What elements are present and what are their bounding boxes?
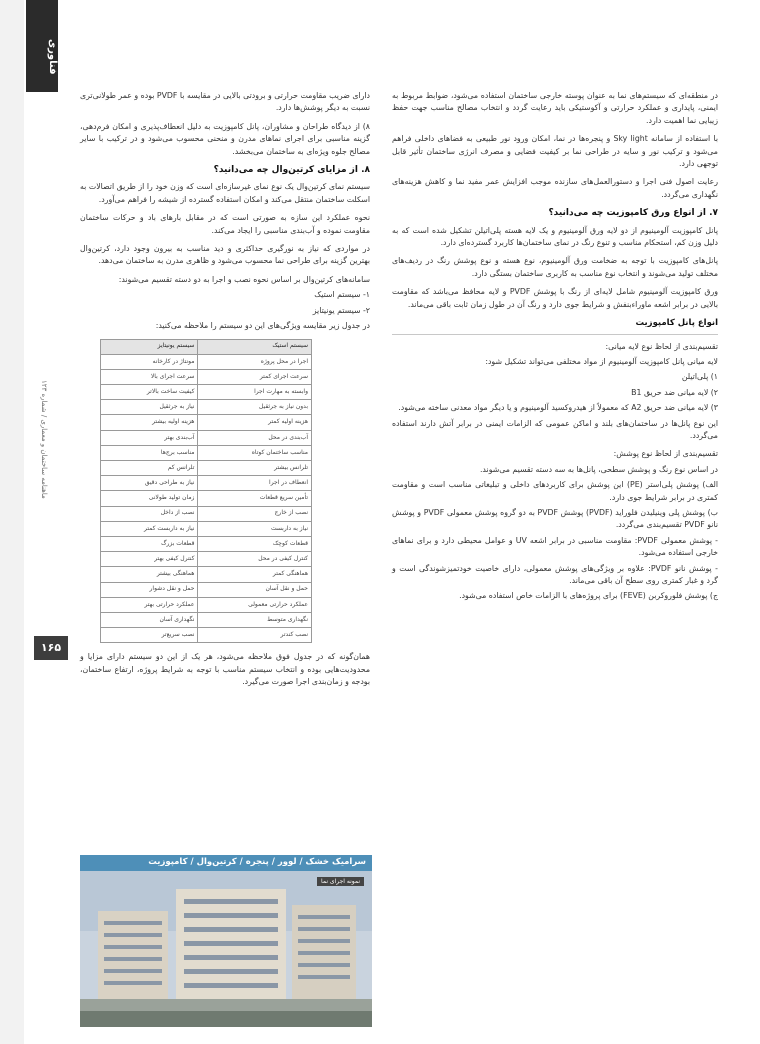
comparison-table [100,339,312,644]
table-cell: نصب کندتر [198,628,312,643]
table-cell: کنترل کیفی بهتر [101,552,198,567]
table-cell: کیفیت ساخت بالاتر [101,385,198,400]
table-row [101,582,312,597]
table-row [101,354,312,369]
divider [392,334,718,335]
table-cell: سرعت اجرای کمتر [198,369,312,384]
table-cell: عملکرد حرارتی بهتر [101,597,198,612]
section-heading: ۷. از انواع ورق کامپوزیت چه می‌دانید؟ [548,208,718,219]
table-cell: نصب از خارج [198,506,312,521]
table-cell: نیاز به داربست [198,521,312,536]
left-margin-strip [0,0,24,1044]
table-row [101,369,312,384]
paragraph: در مواردی که نیاز به نورگیری حداکثری و دید مناسب به بیرون وجود دارد، کرتین‌وال بهترین گزینه برای طراحی نما محسوب می‌شود و ظاهری مدرن به ساختمان می‌دهد. [80,244,370,266]
table-row [101,521,312,536]
section-heading: ۸. از مزایای کرتین‌وال چه می‌دانید؟ [213,165,370,176]
table-cell: سرعت اجرای بالا [101,369,198,384]
table-cell: هماهنگی بیشتر [101,567,198,582]
table-cell: قطعات کوچک [198,536,312,551]
table-cell: زمان تولید طولانی [101,491,198,506]
table-cell: اجرا در محل پروژه [198,354,312,369]
photo-label: نمونه اجرای نما [317,877,364,886]
paragraph: با استفاده از سامانه Sky light و پنجره‌ها در نما، امکان ورود نور طبیعی به فضاهای داخلی فراهم می‌شود و ترکیب نور و سایه در طراحی نما بر کیفیت فضایی و مصرف انرژی ساختمان تأثیر قابل توجهی دارد. [392,134,719,169]
list-item: ۳) لایه میانی ضد حریق A2 که معمولاً از هیدروکسید آلومینیوم و یا دیگر مواد معدنی ساخته می‌شود. [398,403,718,413]
right-column [392,90,718,606]
table-cell: هماهنگی کمتر [198,567,312,582]
paragraph: رعایت اصول فنی اجرا و دستورالعمل‌های سازنده موجب افزایش عمر مفید نما و کاهش هزینه‌های نگهداری می‌گردد. [392,177,718,199]
table-cell: نصب سریع‌تر [101,628,198,643]
paragraph: ب) پوشش پلی وینیلیدن فلوراید (PVDF) پوشش PVDF به دو گروه پوشش معمولی PVDF و پوشش نانو PVDF تقسیم‌بندی می‌گردد. [392,507,718,530]
table-row [101,476,312,491]
building-illustration [80,871,372,1027]
photo-caption-bar: سرامیک خشک / لوور / پنجره / کرتین‌وال / کامپوزیت [80,855,372,871]
list-item: ۱) پلی‌اتیلن [681,372,718,382]
paragraph: نحوه عملکرد این سازه به صورتی است که در مقابل بارهای باد و حرکات ساختمان مقاومت نموده و آب‌بندی مناسبی را ایجاد می‌کند. [80,213,370,235]
paragraph: دارای ضریب مقاومت حرارتی و برودتی بالایی در مقایسه با PVDF بوده و عمر طولانی‌تری نسبت به دیگر پوشش‌ها دارد. [80,91,370,113]
list-item: ۲- سیستم یونیتایز [312,305,370,315]
subsection-heading: انواع پانل کامپوزیت [635,318,718,329]
table-caption: در جدول زیر مقایسه ویژگی‌های این دو سیستم را ملاحظه می‌کنید: [155,321,370,331]
table-cell: مناسب ساختمان کوتاه [198,445,312,460]
table-cell: هزینه اولیه بیشتر [101,415,198,430]
table-cell: قطعات بزرگ [101,536,198,551]
table-cell: انعطاف در اجرا [198,476,312,491]
table-row [101,552,312,567]
table-cell: عملکرد حرارتی معمولی [198,597,312,612]
table-cell: هزینه اولیه کمتر [198,415,312,430]
table-cell: تلرانس کم [101,461,198,476]
table-cell: کنترل کیفی در محل [198,552,312,567]
table-cell: تلرانس بیشتر [198,461,312,476]
table-body [101,354,312,643]
paragraph: پانل‌های کامپوزیت با توجه به ضخامت ورق آلومینیوم، نوع هسته و نوع پوشش رنگ در ردیف‌های مختلف تولید می‌شوند و انتخاب نوع مناسب به کاربری ساختمان بستگی دارد. [392,256,718,278]
table-row [101,491,312,506]
list-item: ۱- سیستم استیک [314,290,370,300]
paragraph: ورق کامپوزیت آلومینیوم شامل لایه‌ای از رنگ با پوشش PVDF و لایه محافظ می‌باشد که مقاومت بالایی در برابر اشعه ماوراءبنفش و شرایط جوی دارد و رنگ آن در طول زمان ثابت باقی می‌ماند. [392,287,718,309]
table-header-cell: سیستم یونیتایز [101,339,198,354]
page-number: ۱۶۵ [34,636,68,660]
paragraph: پانل کامپوزیت آلومینیوم از دو لایه ورق آلومینیوم و یک لایه هسته پلی‌اتیلن تشکیل شده است که به دلیل وزن کم، استحکام مناسب و تنوع رنگ در نمای ساختمان‌ها کاربرد گسترده‌ای دارد. [392,225,718,248]
table-row [101,430,312,445]
paragraph: تقسیم‌بندی از لحاظ نوع پوشش: [613,449,718,459]
paragraph: الف) پوشش پلی‌استر (PE) این پوشش برای کاربردهای داخلی و تبلیغاتی مناسب است و مقاومت کمتری در برابر شرایط جوی دارد. [392,480,718,502]
table-cell: بدون نیاز به جرثقیل [198,400,312,415]
table-row [101,628,312,643]
building-photo [80,855,372,1027]
paragraph: این نوع پانل‌ها در ساختمان‌های بلند و اماکن عمومی که الزامات ایمنی در برابر آتش دارند استفاده می‌گردد. [392,418,718,440]
list-item: ۲) لایه میانی ضد حریق B1 [631,387,718,397]
paragraph: سیستم نمای کرتین‌وال یک نوع نمای غیرسازه‌ای است که وزن خود را از طریق اتصالات به اسکلت ساختمان منتقل می‌کند و امکان استفاده گسترده از شیشه را فراهم می‌آورد. [80,182,370,204]
table-cell: نگهداری آسان [101,612,198,627]
table-row [101,385,312,400]
paragraph: در منطقه‌ای که سیستم‌های نما به عنوان پوسته خارجی ساختمان استفاده می‌شود، ضوابط مربوط به ایمنی، پایداری و عملکرد حرارتی و آکوستیکی باید رعایت گردد و انتخاب مصالح مناسب جهت حفظ زیبایی نما اهمیت دارد. [392,91,718,125]
paragraph: در اساس نوع رنگ و پوشش سطحی، پانل‌ها به سه دسته تقسیم می‌شوند. [479,464,718,474]
paragraph: ج) پوشش فلوروکربن (FEVE) برای پروژه‌های با الزامات خاص استفاده می‌شود. [459,591,718,601]
table-row [101,461,312,476]
table-row [101,400,312,415]
paragraph: سامانه‌های کرتین‌وال بر اساس نحوه نصب و اجرا به دو دسته تقسیم می‌شوند: [118,274,370,284]
table-cell: نیاز به جرثقیل [101,400,198,415]
table-cell: حمل و نقل آسان [198,582,312,597]
table-cell: نیاز به طراحی دقیق [101,476,198,491]
table-row [101,506,312,521]
left-column [80,90,370,694]
table-header-row [101,339,312,354]
table-cell: مونتاژ در کارخانه [101,354,198,369]
paragraph: تقسیم‌بندی از لحاظ نوع لایه میانی: [605,341,718,351]
table-row [101,597,312,612]
table-row [101,567,312,582]
table-header-cell: سیستم استیک [198,339,312,354]
running-head: ماهنامه ساختمان و معماری / شماره ۱۲۳ [40,380,48,499]
table-row [101,536,312,551]
paragraph: - پوشش معمولی PVDF: مقاومت مناسبی در برابر اشعه UV و عوامل محیطی دارد و برای نماهای خارجی استفاده می‌شود. [392,535,718,558]
paragraph: لایه میانی پانل کامپوزیت آلومینیوم از مواد مختلفی می‌تواند تشکیل شود: [485,356,718,366]
table-cell: آب‌بندی در محل [198,430,312,445]
table-cell: نگهداری متوسط [198,612,312,627]
paragraph: - پوشش نانو PVDF: علاوه بر ویژگی‌های پوشش معمولی، دارای خاصیت خودتمیزشوندگی است و گرد و غبار کمتری روی سطح آن باقی می‌ماند. [392,563,718,585]
table-cell: مناسب برج‌ها [101,445,198,460]
table-cell: حمل و نقل دشوار [101,582,198,597]
table-cell: تأمین سریع قطعات [198,491,312,506]
section-tab: فناوری [26,0,58,92]
table-row [101,445,312,460]
paragraph: همان‌گونه که در جدول فوق ملاحظه می‌شود، هر یک از این دو سیستم دارای مزایا و محدودیت‌هایی بوده و انتخاب سیستم مناسب با توجه به شرایط پروژه، ارتفاع ساختمان، بودجه و زمان‌بندی اجرا صورت می‌گیرد. [80,652,370,687]
table-cell: آب‌بندی بهتر [101,430,198,445]
table-cell: وابسته به مهارت اجرا [198,385,312,400]
paragraph: ۸) از دیدگاه طراحان و مشاوران، پانل کامپوزیت به دلیل انعطاف‌پذیری و امکان فرم‌دهی، گزینه مناسبی برای اجرای نماهای مدرن و منحنی محسوب می‌شود و در ترکیب با سایر مصالح جلوه ویژه‌ای به ساختمان می‌بخشد. [80,121,370,156]
table-row [101,415,312,430]
table-row [101,612,312,627]
table-cell: نیاز به داربست کمتر [101,521,198,536]
table-cell: نصب از داخل [101,506,198,521]
